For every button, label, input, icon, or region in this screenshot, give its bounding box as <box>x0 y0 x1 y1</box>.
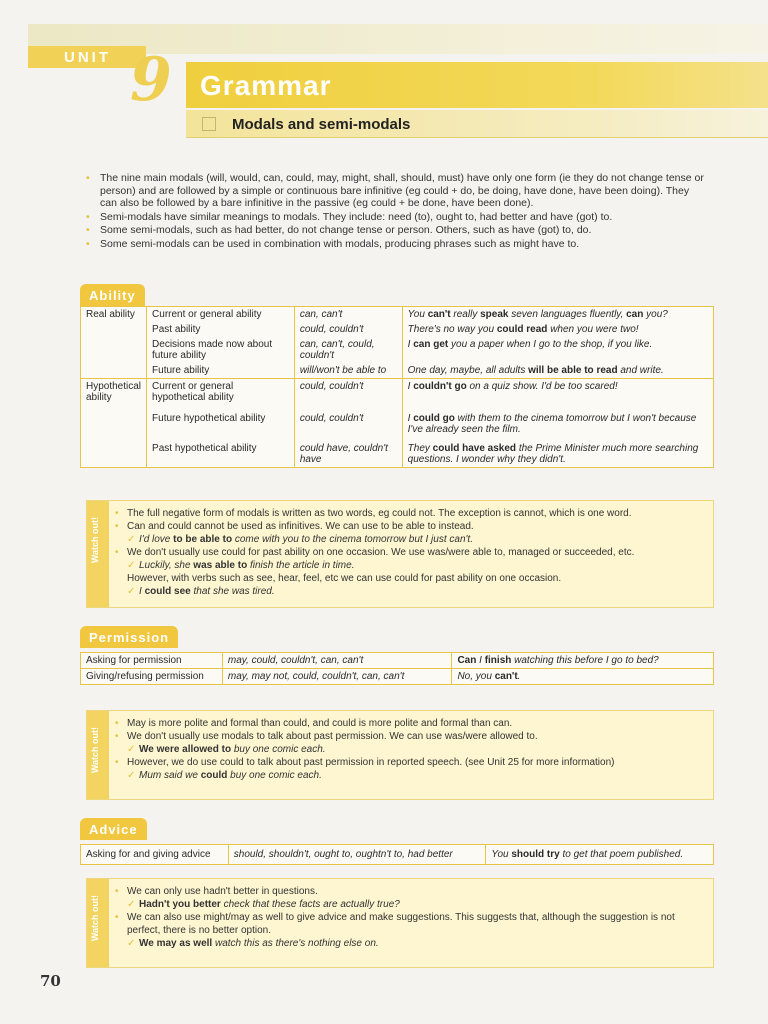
table-row <box>81 363 714 379</box>
example-cell: I can get you a paper when I go to the shop, if you like. <box>402 337 713 363</box>
forms-cell: could have, couldn't have <box>294 437 402 468</box>
example-cell: You should try to get that poem published. <box>486 845 714 865</box>
use-cell: Current or general hypothetical ability <box>147 379 295 406</box>
watch-note: • We don't usually use modals to talk about past permission. We can use was/were allowed to. <box>127 730 703 743</box>
unit-number: 9 <box>130 45 172 115</box>
page-title: Grammar <box>200 70 332 101</box>
table-row <box>81 437 714 468</box>
watch-example: ✓ Luckily, she was able to finish the article in time. <box>127 559 703 572</box>
watch-note: • We can only use hadn't better in questions. <box>127 885 703 898</box>
table-row <box>81 669 714 685</box>
table-row <box>81 307 714 323</box>
unit-label: UNIT <box>28 46 146 68</box>
watch-example: ✓ Mum said we could buy one comic each. <box>127 769 703 782</box>
forms-cell: could, couldn't <box>294 379 402 406</box>
watch-note: • Can and could cannot be used as infinitives. We can use to be able to instead. <box>127 520 703 533</box>
example-cell: No, you can't. <box>452 669 714 685</box>
page-number: 70 <box>40 972 61 990</box>
forms-cell: may, could, couldn't, can, can't <box>222 653 452 669</box>
watch-note: • The full negative form of modals is written as two words, eg could not. The exception is cannot, which is one word. <box>127 507 703 520</box>
forms-cell: could, couldn't <box>294 322 402 337</box>
example-cell: They could have asked the Prime Minister much more searching questions. I wonder why they didn't. <box>402 437 713 468</box>
intro-item: • The nine main modals (will, would, can, could, may, might, shall, should, must) have only one form (ie they do not change tense or person) and are followed by a simple or continuous bare infinitive (eg could + do, be doing, have done, have been doing). They can also be followed by a bare infinitive in the passive (eg could + be done, have been done). <box>86 172 706 210</box>
use-cell: Future ability <box>147 363 295 379</box>
watch-note: • May is more polite and formal than could, and could is more polite and formal than can. <box>127 717 703 730</box>
forms-cell: may, may not, could, couldn't, can, can't <box>222 669 452 685</box>
use-cell: Past ability <box>147 322 295 337</box>
watch-example: ✓ I could see that she was tired. <box>127 585 703 598</box>
forms-cell: could, couldn't <box>294 405 402 437</box>
watch-example: ✓ Hadn't you better check that these facts are actually true? <box>127 898 703 911</box>
use-cell: Past hypothetical ability <box>147 437 295 468</box>
watch-out-label: Watch out! <box>90 727 100 774</box>
example-cell: There's no way you could read when you were two! <box>402 322 713 337</box>
use-cell: Asking for permission <box>81 653 223 669</box>
forms-cell: can, can't <box>294 307 402 323</box>
watch-example: ✓ We may as well watch this as there's nothing else on. <box>127 937 703 950</box>
ability-table <box>80 306 714 468</box>
table-row <box>81 322 714 337</box>
example-cell: You can't really speak seven languages fluently, can you? <box>402 307 713 323</box>
ability-tab: Ability <box>80 284 145 306</box>
watch-note: • However, we do use could to talk about past permission in reported speech. (see Unit 25 for more information) <box>127 756 703 769</box>
forms-cell: should, shouldn't, ought to, oughtn't to, had better <box>228 845 486 865</box>
example-cell: I could go with them to the cinema tomorrow but I won't because I've already seen the film. <box>402 405 713 437</box>
example-cell: Can I finish watching this before I go to bed? <box>452 653 714 669</box>
watch-example: ✓ I'd love to be able to come with you to the cinema tomorrow but I just can't. <box>127 533 703 546</box>
forms-cell: can, can't, could, couldn't <box>294 337 402 363</box>
watch-out-label: Watch out! <box>90 895 100 942</box>
example-cell: I couldn't go on a quiz show. I'd be too scared! <box>402 379 713 406</box>
watch-example: ✓ We were allowed to buy one comic each. <box>127 743 703 756</box>
subtitle-marker-icon <box>202 117 216 131</box>
example-cell: One day, maybe, all adults will be able to read and write. <box>402 363 713 379</box>
table-row <box>81 653 714 669</box>
use-cell: Decisions made now about future ability <box>147 337 295 363</box>
use-cell: Giving/refusing permission <box>81 669 223 685</box>
permission-tab: Permission <box>80 626 178 648</box>
watch-out-label-strip <box>87 711 109 799</box>
forms-cell: will/won't be able to <box>294 363 402 379</box>
watch-out-label: Watch out! <box>90 517 100 564</box>
intro-item: • Some semi-modals, such as had better, do not change tense or person. Others, such as have (got) to, do. <box>86 224 706 237</box>
watch-note: • We don't usually use could for past ability on one occasion. We use was/were able to, managed or succeeded, etc. <box>127 546 703 559</box>
watch-out-label-strip <box>87 879 109 967</box>
watch-out-box <box>86 878 714 968</box>
table-row <box>81 405 714 437</box>
table-row <box>81 379 714 406</box>
page-subtitle: Modals and semi-modals <box>232 116 411 133</box>
group-label: Real ability <box>81 307 147 379</box>
watch-out-box <box>86 500 714 608</box>
watch-note: However, with verbs such as see, hear, feel, etc we can use could for past ability on one occasion. <box>127 573 562 584</box>
watch-note: • We can also use might/may as well to give advice and make suggestions. This suggests that, although the suggestion is not perfect, there is no better option. <box>127 911 703 937</box>
advice-table <box>80 844 714 865</box>
permission-table <box>80 652 714 685</box>
table-row <box>81 337 714 363</box>
use-cell: Future hypothetical ability <box>147 405 295 437</box>
advice-tab: Advice <box>80 818 147 840</box>
group-label: Hypothetical ability <box>81 379 147 468</box>
use-cell: Current or general ability <box>147 307 295 323</box>
intro-list <box>86 172 706 251</box>
table-row <box>81 845 714 865</box>
watch-out-label-strip <box>87 501 109 607</box>
watch-out-box <box>86 710 714 800</box>
intro-item: • Some semi-modals can be used in combination with modals, producing phrases such as might have to. <box>86 238 706 251</box>
intro-item: • Semi-modals have similar meanings to modals. They include: need (to), ought to, had better and have (got) to. <box>86 211 706 224</box>
use-cell: Asking for and giving advice <box>81 845 229 865</box>
